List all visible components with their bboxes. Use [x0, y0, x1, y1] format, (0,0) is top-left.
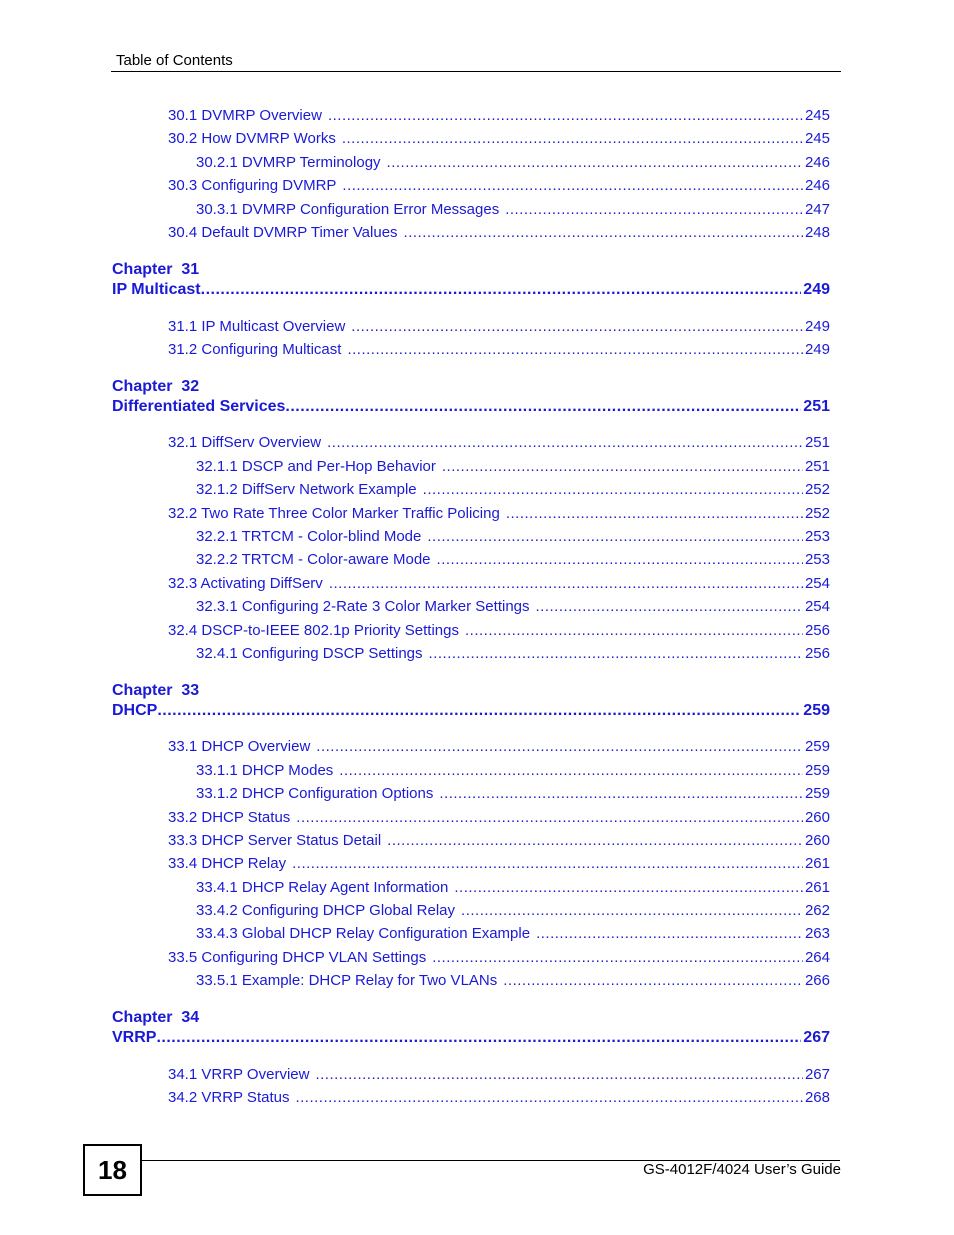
toc-entry[interactable]: 32.1.1 DSCP and Per-Hop Behavior ..... 251: [196, 458, 830, 476]
toc-entry[interactable]: 33.4.3 Global DHCP Relay Configuration Example ..... 263: [196, 925, 830, 943]
chapter-label[interactable]: Chapter 32: [112, 378, 200, 395]
toc-entry[interactable]: 30.1 DVMRP Overview ..... 245: [168, 107, 830, 125]
toc-entry[interactable]: 33.2 DHCP Status ..... 260: [168, 809, 830, 827]
toc-entry[interactable]: 33.4.1 DHCP Relay Agent Information ..... 261: [196, 879, 830, 897]
chapter-title[interactable]: IP Multicast ..... 249: [112, 280, 830, 300]
chapter-label[interactable]: Chapter 34: [112, 1009, 200, 1026]
chapter-label[interactable]: Chapter 31: [112, 261, 200, 278]
toc-entry[interactable]: 32.3 Activating DiffServ ..... 254: [168, 575, 830, 593]
toc-entry[interactable]: 33.1.1 DHCP Modes ..... 259: [196, 762, 830, 780]
toc-entry[interactable]: 31.1 IP Multicast Overview ..... 249: [168, 318, 830, 336]
toc-entry[interactable]: 32.4.1 Configuring DSCP Settings ..... 256: [196, 645, 830, 663]
toc-entry[interactable]: 30.3 Configuring DVMRP ..... 246: [168, 177, 830, 195]
toc-entry[interactable]: 34.2 VRRP Status ..... 268: [168, 1089, 830, 1107]
toc-entry[interactable]: 33.1.2 DHCP Configuration Options ..... 259: [196, 785, 830, 803]
toc-entry[interactable]: 33.4 DHCP Relay ..... 261: [168, 855, 830, 873]
toc-entry[interactable]: 30.2 How DVMRP Works ..... 245: [168, 130, 830, 148]
toc-entry[interactable]: 32.3.1 Configuring 2-Rate 3 Color Marker Settings ..... 254: [196, 598, 830, 616]
toc-entry[interactable]: 33.1 DHCP Overview ..... 259: [168, 738, 830, 756]
toc-entry[interactable]: 30.3.1 DVMRP Configuration Error Messages ..... 247: [196, 201, 830, 219]
toc-entry[interactable]: 33.3 DHCP Server Status Detail ..... 260: [168, 832, 830, 850]
toc-entry[interactable]: 30.4 Default DVMRP Timer Values ..... 248: [168, 224, 830, 242]
toc-entry[interactable]: 33.5 Configuring DHCP VLAN Settings ..... 264: [168, 949, 830, 967]
toc-entry[interactable]: 30.2.1 DVMRP Terminology ..... 246: [196, 154, 830, 172]
toc-entry[interactable]: 33.4.2 Configuring DHCP Global Relay ..... 262: [196, 902, 830, 920]
toc-entry[interactable]: 32.1 DiffServ Overview ..... 251: [168, 434, 830, 452]
toc-entry[interactable]: 32.4 DSCP-to-IEEE 802.1p Priority Settings ..... 256: [168, 622, 830, 640]
toc-entry[interactable]: 34.1 VRRP Overview ..... 267: [168, 1066, 830, 1084]
running-header: Table of Contents: [116, 52, 233, 69]
page-number: 18: [83, 1144, 142, 1196]
guide-title: GS-4012F/4024 User’s Guide: [643, 1161, 841, 1178]
chapter-title[interactable]: VRRP ..... 267: [112, 1028, 830, 1048]
chapter-label[interactable]: Chapter 33: [112, 682, 200, 699]
toc-entry[interactable]: 33.5.1 Example: DHCP Relay for Two VLANs ..... 266: [196, 972, 830, 990]
toc-entry[interactable]: 32.2.2 TRTCM - Color-aware Mode ..... 253: [196, 551, 830, 569]
toc-entry[interactable]: 31.2 Configuring Multicast ..... 249: [168, 341, 830, 359]
toc-entry[interactable]: 32.2.1 TRTCM - Color-blind Mode ..... 253: [196, 528, 830, 546]
toc-entry[interactable]: 32.2 Two Rate Three Color Marker Traffic Policing ..... 252: [168, 505, 830, 523]
chapter-title[interactable]: DHCP ..... 259: [112, 701, 830, 721]
chapter-title[interactable]: Differentiated Services ..... 251: [112, 397, 830, 417]
toc-entry[interactable]: 32.1.2 DiffServ Network Example ..... 252: [196, 481, 830, 499]
